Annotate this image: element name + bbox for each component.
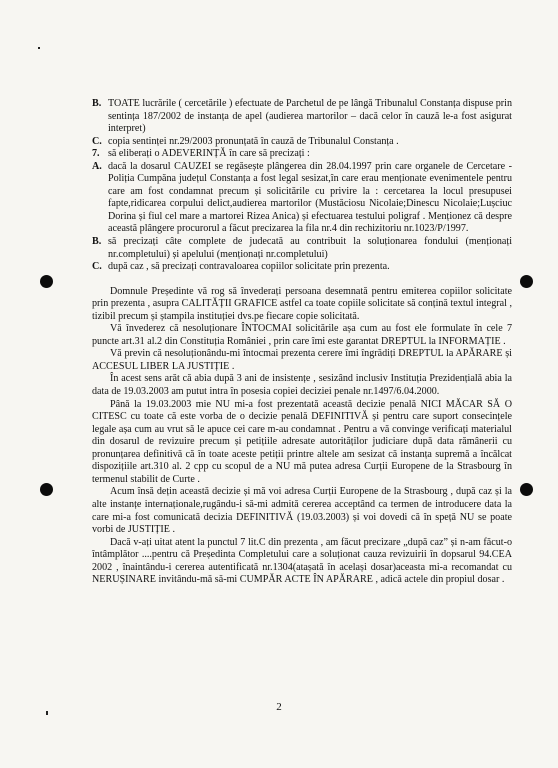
item-text: copia sentinței nr.29/2003 pronunțată în cauză de Tribunalul Constanța .: [108, 135, 399, 147]
item-marker: 7.: [92, 148, 100, 160]
list-item: [92, 161, 512, 236]
list-item: [92, 236, 512, 261]
list-item: [92, 148, 512, 161]
paragraph: Vă învederez că nesoluționare ÎNTOCMAI solicitările așa cum au fost ele formulate în cele 7 puncte art.31 al.2 din Constituția României , prin care îmi este garantat DREPTUL la INFORMAȚIE .: [92, 323, 512, 347]
punch-hole: [40, 275, 53, 288]
item-text: TOATE lucrările ( cercetările ) efectuate de Parchetul de pe lângă Tribunalul Constanța dispuse prin sentința 187/2002 de instanța de apel (audierea martorilor – dacă celor în cauză le-a fost asigurat interpret): [108, 98, 512, 135]
item-marker: A.: [92, 160, 102, 172]
item-marker: B.: [92, 236, 102, 248]
item-marker: C.: [92, 135, 102, 147]
paragraph: Până la 19.03.2003 mie NU mi-a fost prezentată această decizie penală NICI MĂCAR SĂ O CITESC cu toate că este vorba de o decizie penală DEFINITIVĂ și pentru care suport consecințele legale așa cum au vrut să le apuce cei care m-au condamnat . Pentru a vă convinge verificați materialul din dosarul de revizuire precum și petițiile adresate autorităților judiciare după data rămânerii cu pronunțarea definitivă că în toate aceste petiții printre altele am sesizat că instanța supremă a încălcat dispozițiile art.310 al. 2 cpp cu scopul de a NU mă putea adresa Curții Europene de la Strasbourg în termenul stabilit de Curte .: [92, 398, 512, 485]
paragraph: Domnule Președinte vă rog să învederați persoana desemnată pentru emiterea copiilor solicitate prin prezenta , asupra CALITĂȚII GRAFICE astfel ca toate copiile solicitate să conțină textul integral , tizibil precum și ștampila instituției dvs.pe fiecare copie solicitată.: [92, 285, 512, 322]
page-number: 2: [276, 701, 282, 713]
punch-hole: [520, 275, 533, 288]
item-text: după caz , să precizați contravaloarea copiilor solicitate prin prezenta.: [108, 261, 390, 273]
list-item: [92, 261, 512, 274]
paragraph-gap: [92, 274, 512, 286]
list-item: [92, 98, 512, 136]
scan-speck: [38, 47, 40, 49]
item-marker: C.: [92, 261, 102, 273]
item-text: să precizați câte complete de judecată au contribuit la soluționarea fondului (menționați nr.completului) și apelului (menționați nr.completului): [108, 236, 512, 260]
item-marker: B.: [92, 98, 102, 109]
paragraph: Acum însă dețin această decizie și mă voi adresa Curții Europene de la Strasbourg , după caz și la alte instanțe internaționale,rugându-i să-mi admită cererea acceptând ca termen de introducere data la care mi-a fost comunicată decizia DEFINITIVĂ (19.03.2003) și voi dovedi că în speță NU se poate vorbi de JUSTIȚIE .: [92, 486, 512, 536]
punch-hole: [520, 483, 533, 496]
letter-body: [92, 98, 512, 587]
item-text: să eliberați o ADEVERINȚĂ în care să precizați :: [108, 148, 310, 160]
list-item: [92, 136, 512, 149]
paragraph: Vă previn că nesoluționându-mi întocmai prezenta cerere îmi îngrădiți DREPTUL la APĂRARE și ACCESUL LIBER LA JUSTIȚIE .: [92, 348, 512, 372]
paragraph: Dacă v-ați uitat atent la punctul 7 lit.C din prezenta , am făcut precizare „după caz” și n-am făcut-o întâmplător ....pentru că Președinta Completului care a soluționat cauza revizuirii în dopsarul 94.CEA 2002 , înaintându-i cererea autentificată nr.1304(atașată în același dosar)aceasta mi-a recomandat cu NERUȘINARE invitându-mă să-mi CUMPĂR ACTE ÎN APĂRARE , adică actele din propiul dosar .: [92, 536, 512, 586]
item-text: dacă la dosarul CAUZEI se regăsește plângerea din 28.04.1997 prin care organele de Cercetare - Poliția Cumpăna județul Constanța a fost legal sesizat,în care erau menționate evenimentele pentru care am fost condamnat precum și solicitările cu privire la : cercetarea la locul presupusei fapte,ridicarea corpului delict,audierea martorilor (Mustăciosu Nicolaie;Dinescu Nicolaie;Lușciuc Dorina și fiul cel mare a martorei Rizea Anica) și efectuarea testului poligraf . Menționez că despre această plângere procurorul a făcut precizarea la fila nr.4 din rechizitoriu nr.1023/P/1997.: [108, 160, 512, 235]
paragraph: În acest sens arăt că abia după 3 ani de insistențe , sesizând inclusiv Instituția Prezidențială abia la data de 19.03.2003 am putut intra în posesia copiei deciziei penale nr.1497/6.04.2000.: [92, 373, 512, 398]
punch-hole: [40, 483, 53, 496]
